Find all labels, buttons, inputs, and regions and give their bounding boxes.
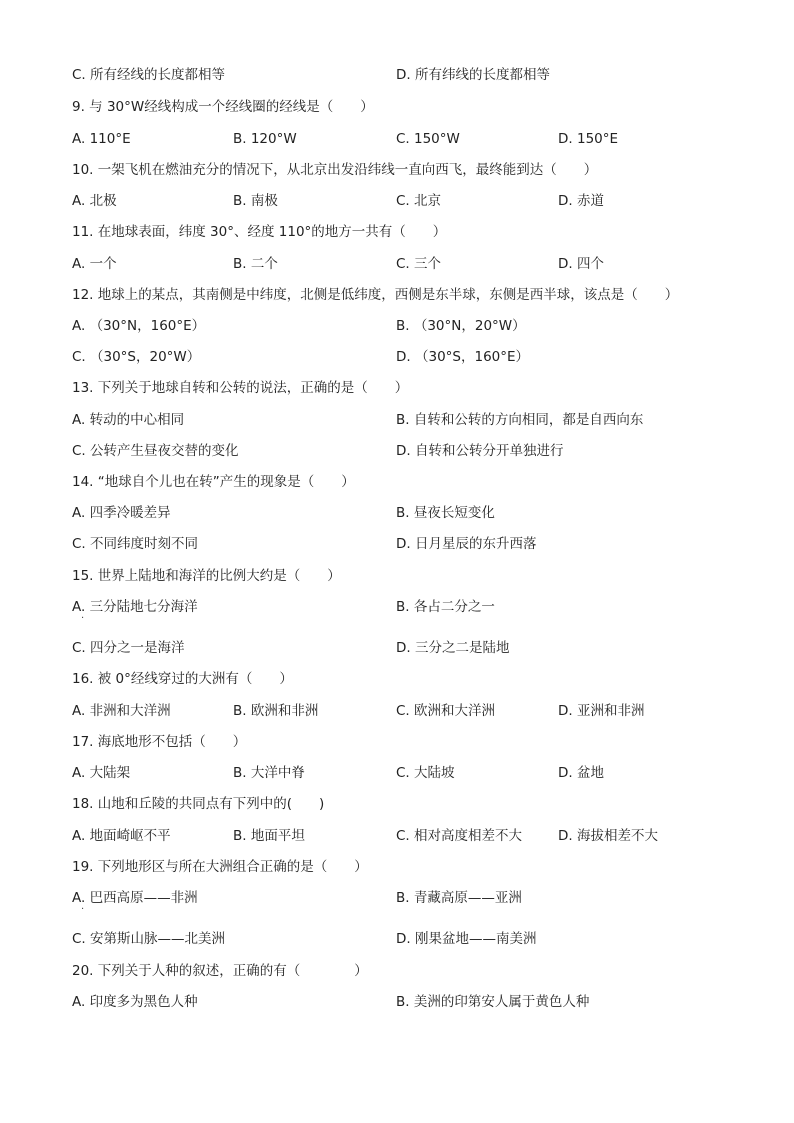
q17-option-d: D. 盆地 — [558, 765, 604, 781]
q13-stem: 13. 下列关于地球自转和公转的说法，正确的是（ ） — [72, 380, 409, 396]
q8-option-c: C. 所有经线的长度都相等 — [72, 67, 226, 83]
q11-stem: 11. 在地球表面，纬度 30°、经度 110°的地方一共有（ ） — [72, 224, 447, 240]
q16-option-b: B. 欧洲和非洲 — [233, 703, 319, 719]
q13-option-c: C. 公转产生昼夜交替的变化 — [72, 443, 239, 459]
q12-stem: 12. 地球上的某点，其南侧是中纬度，北侧是低纬度，西侧是东半球，东侧是西半球，该点是（ ） — [72, 287, 679, 303]
q9-option-c: C. 150°W — [396, 131, 460, 147]
q10-option-d: D. 赤道 — [558, 193, 604, 209]
q17-option-b: B. 大洋中脊 — [233, 765, 305, 781]
q16-stem: 16. 被 0°经线穿过的大洲有（ ） — [72, 671, 293, 687]
q15-option-a: A. 三分陆地七分海洋 — [72, 599, 198, 615]
q19-option-a: A. 巴西高原——非洲 — [72, 890, 198, 906]
q15-stem: 15. 世界上陆地和海洋的比例大约是（ ） — [72, 568, 341, 584]
q15-option-d: D. 三分之二是陆地 — [396, 640, 510, 656]
q13-option-d: D. 自转和公转分开单独进行 — [396, 443, 564, 459]
q17-option-c: C. 大陆坡 — [396, 765, 455, 781]
q18-option-c: C. 相对高度相差不大 — [396, 828, 523, 844]
q11-option-c: C. 三个 — [396, 256, 442, 272]
q12-option-b: B. （30°N，20°W） — [396, 318, 526, 334]
q10-option-c: C. 北京 — [396, 193, 442, 209]
q12-option-a: A. （30°N，160°E） — [72, 318, 206, 334]
q17-option-a: A. 大陆架 — [72, 765, 131, 781]
q19-option-c: C. 安第斯山脉——北美洲 — [72, 931, 226, 947]
q15-option-b: B. 各占二分之一 — [396, 599, 495, 615]
q18-option-a: A. 地面崎岖不平 — [72, 828, 171, 844]
q20-option-b: B. 美洲的印第安人属于黄色人种 — [396, 994, 590, 1010]
q19-option-b: B. 青藏高原——亚洲 — [396, 890, 522, 906]
q9-option-d: D. 150°E — [558, 131, 619, 147]
stray-mark: · — [81, 904, 85, 915]
q19-option-d: D. 刚果盆地——南美洲 — [396, 931, 537, 947]
q9-option-a: A. 110°E — [72, 131, 131, 147]
q16-option-d: D. 亚洲和非洲 — [558, 703, 645, 719]
q14-option-c: C. 不同纬度时刻不同 — [72, 536, 199, 552]
q20-stem: 20. 下列关于人种的叙述，正确的有（ ） — [72, 963, 368, 979]
q11-option-d: D. 四个 — [558, 256, 604, 272]
q15-option-c: C. 四分之一是海洋 — [72, 640, 185, 656]
q18-option-d: D. 海拔相差不大 — [558, 828, 658, 844]
q14-option-b: B. 昼夜长短变化 — [396, 505, 495, 521]
q9-stem: 9. 与 30°W经线构成一个经线圈的经线是（ ） — [72, 99, 374, 115]
q11-option-b: B. 二个 — [233, 256, 278, 272]
q10-stem: 10. 一架飞机在燃油充分的情况下，从北京出发沿纬线一直向西飞，最终能到达（ ） — [72, 162, 598, 178]
q13-option-b: B. 自转和公转的方向相同，都是自西向东 — [396, 412, 644, 428]
q10-option-b: B. 南极 — [233, 193, 278, 209]
q13-option-a: A. 转动的中心相同 — [72, 412, 185, 428]
q18-option-b: B. 地面平坦 — [233, 828, 305, 844]
q11-option-a: A. 一个 — [72, 256, 117, 272]
q14-option-d: D. 日月星辰的东升西落 — [396, 536, 537, 552]
q20-option-a: A. 印度多为黑色人种 — [72, 994, 198, 1010]
q16-option-c: C. 欧洲和大洋洲 — [396, 703, 496, 719]
q8-option-d: D. 所有纬线的长度都相等 — [396, 67, 550, 83]
q18-stem: 18. 山地和丘陵的共同点有下列中的( ) — [72, 796, 325, 812]
q12-option-c: C. （30°S，20°W） — [72, 349, 201, 365]
q16-option-a: A. 非洲和大洋洲 — [72, 703, 171, 719]
q14-stem: 14. “地球自个儿也在转”产生的现象是（ ） — [72, 474, 355, 490]
q14-option-a: A. 四季冷暖差异 — [72, 505, 171, 521]
q12-option-d: D. （30°S，160°E） — [396, 349, 530, 365]
q19-stem: 19. 下列地形区与所在大洲组合正确的是（ ） — [72, 859, 368, 875]
q10-option-a: A. 北极 — [72, 193, 117, 209]
q9-option-b: B. 120°W — [233, 131, 297, 147]
stray-mark: · — [81, 613, 85, 624]
q17-stem: 17. 海底地形不包括（ ） — [72, 734, 247, 750]
